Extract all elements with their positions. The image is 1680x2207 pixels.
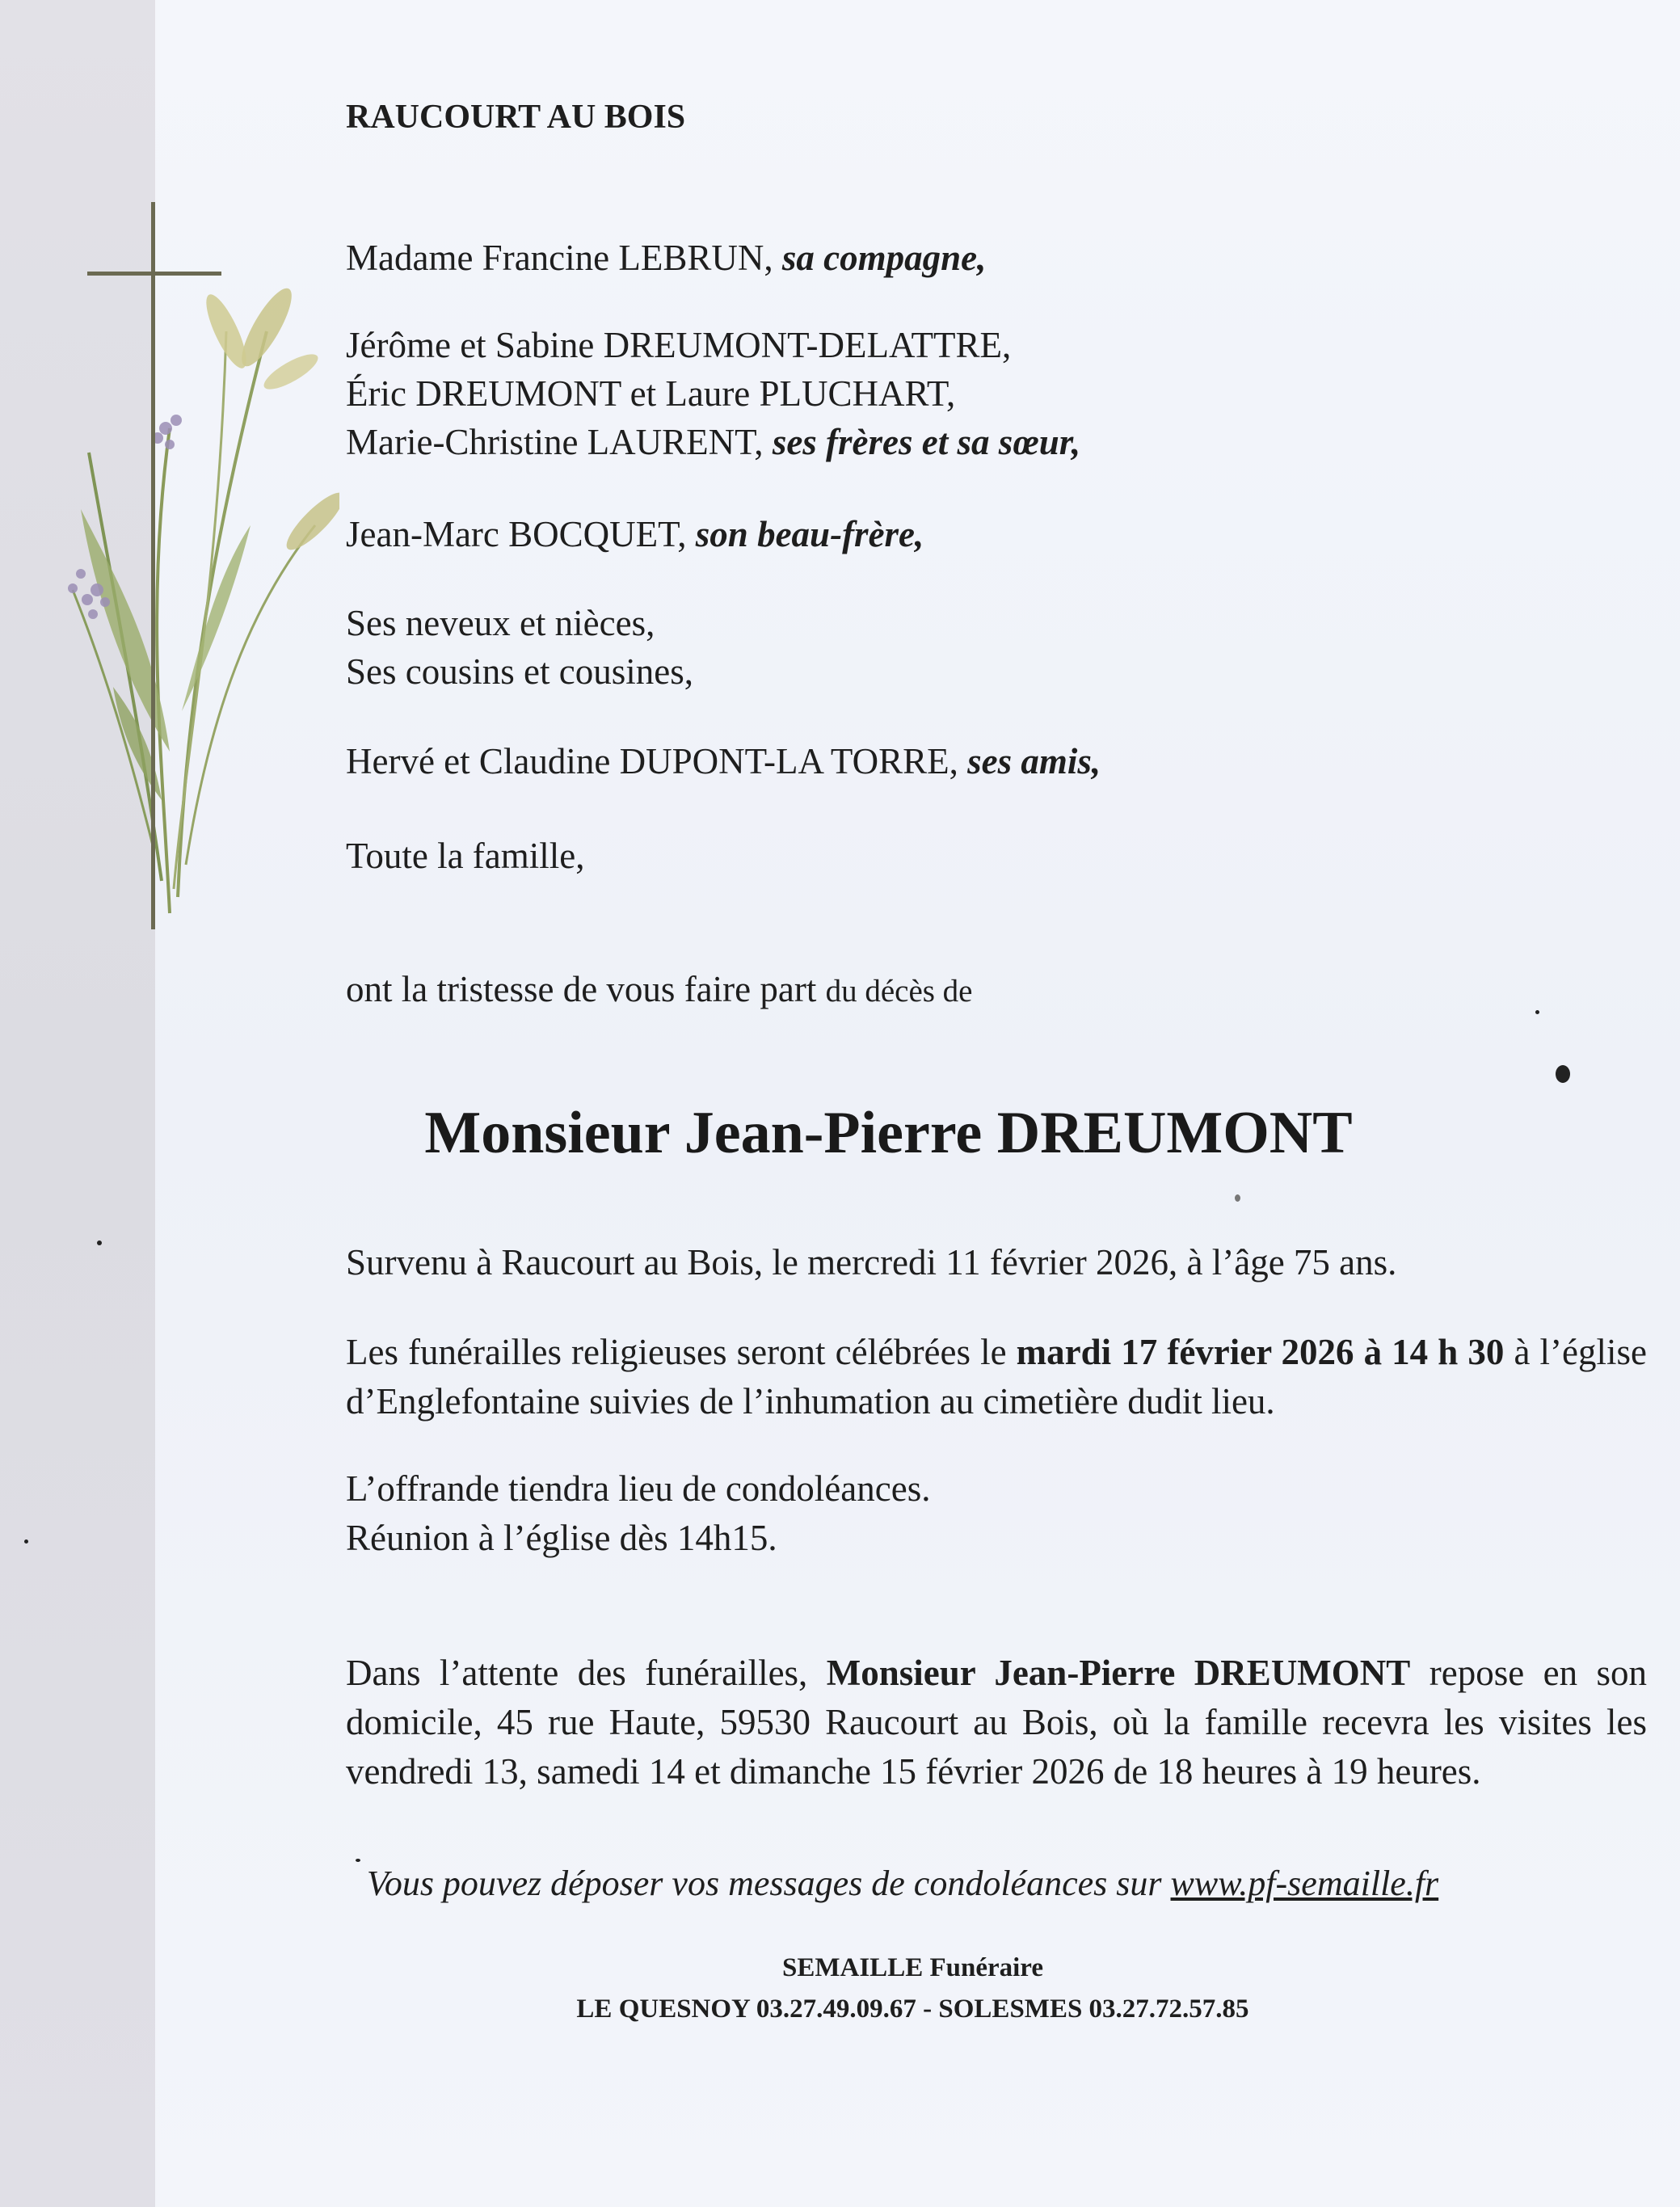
death-details: Survenu à Raucourt au Bois, le mercredi 11 février 2026, à l’âge 75 ans. xyxy=(346,1242,1397,1283)
funeral-date: mardi 17 février 2026 à 14 h 30 xyxy=(1016,1332,1505,1372)
scan-speck xyxy=(1556,1065,1570,1083)
wake-details xyxy=(346,1649,1647,1797)
funeral-intro: Les funérailles religieuses seront célébrées le xyxy=(346,1332,1007,1372)
sibling-line: Jérôme et Sabine DREUMONT-DELATTRE, xyxy=(346,325,1012,365)
sibling-name: Marie-Christine LAURENT, xyxy=(346,421,764,462)
brother-in-law-role: son beau-frère, xyxy=(695,514,924,554)
friends-name: Hervé et Claudine DUPONT-LA TORRE, xyxy=(346,741,958,781)
meeting-line: Réunion à l’église dès 14h15. xyxy=(346,1518,777,1559)
scan-speck xyxy=(356,1859,360,1862)
announcement-intro-small: du décès de xyxy=(825,974,973,1009)
online-text: Vous pouvez déposer vos messages de condoléances sur xyxy=(366,1864,1162,1903)
funeral-location: à l’église d’Englefontaine suivies de l’inhumation au cimetière dudit lieu. xyxy=(346,1332,1647,1422)
companion-role: sa compagne, xyxy=(781,238,987,278)
friends-line xyxy=(346,738,1101,786)
funeral-home-name: SEMAILLE Funéraire xyxy=(782,1953,1043,1982)
friends-role: ses amis, xyxy=(967,741,1101,781)
offering-line: L’offrande tiendra lieu de condoléances. xyxy=(346,1468,931,1509)
companion-line xyxy=(346,234,986,283)
wake-name: Monsieur Jean-Pierre DREUMONT xyxy=(826,1653,1411,1693)
relatives-block xyxy=(346,600,693,697)
companion-name: Madame Francine LEBRUN, xyxy=(346,238,773,278)
announcement-intro xyxy=(346,966,973,1014)
scan-speck xyxy=(1235,1194,1240,1202)
offering-note xyxy=(346,1464,1647,1563)
brother-in-law-name: Jean-Marc BOCQUET, xyxy=(346,514,687,554)
scan-speck xyxy=(24,1539,28,1544)
condolences-website-link[interactable]: www.pf-semaille.fr xyxy=(1170,1864,1439,1903)
scan-speck xyxy=(97,1240,102,1245)
location-heading: RAUCOURT AU BOIS xyxy=(346,99,686,136)
brother-in-law-line xyxy=(346,511,924,559)
wake-location: repose en son domicile, 45 rue Haute, 59530 Raucourt au Bois, où la famille recevra les visites les vendredi 13, samedi 14 et dimanche 15 février 2026 de 18 heures à 19 heures. xyxy=(346,1653,1648,1792)
siblings-block xyxy=(346,322,1080,467)
scan-speck xyxy=(1535,1010,1539,1014)
funeral-home-footer xyxy=(0,1948,1680,2030)
funeral-details xyxy=(346,1328,1647,1426)
deceased-name: Monsieur Jean-Pierre DREUMONT xyxy=(424,1100,1353,1166)
sibling-line: Éric DREUMONT et Laure PLUCHART, xyxy=(346,373,956,414)
relatives-line: Ses neveux et nièces, xyxy=(346,603,655,643)
siblings-role: ses frères et sa sœur, xyxy=(772,421,1081,462)
funeral-home-contacts: LE QUESNOY 03.27.49.09.67 - SOLESMES 03.27.72.57.85 xyxy=(576,1994,1249,2024)
online-condolences xyxy=(0,1863,1680,1904)
whole-family-line: Toute la famille, xyxy=(346,836,585,876)
wake-intro: Dans l’attente des funérailles, xyxy=(346,1653,808,1693)
announcement-intro-main: ont la tristesse de vous faire part xyxy=(346,969,817,1009)
cross-with-wheat-illustration xyxy=(48,186,339,929)
relatives-line: Ses cousins et cousines, xyxy=(346,651,693,692)
sibling-line-with-role xyxy=(346,419,1080,467)
